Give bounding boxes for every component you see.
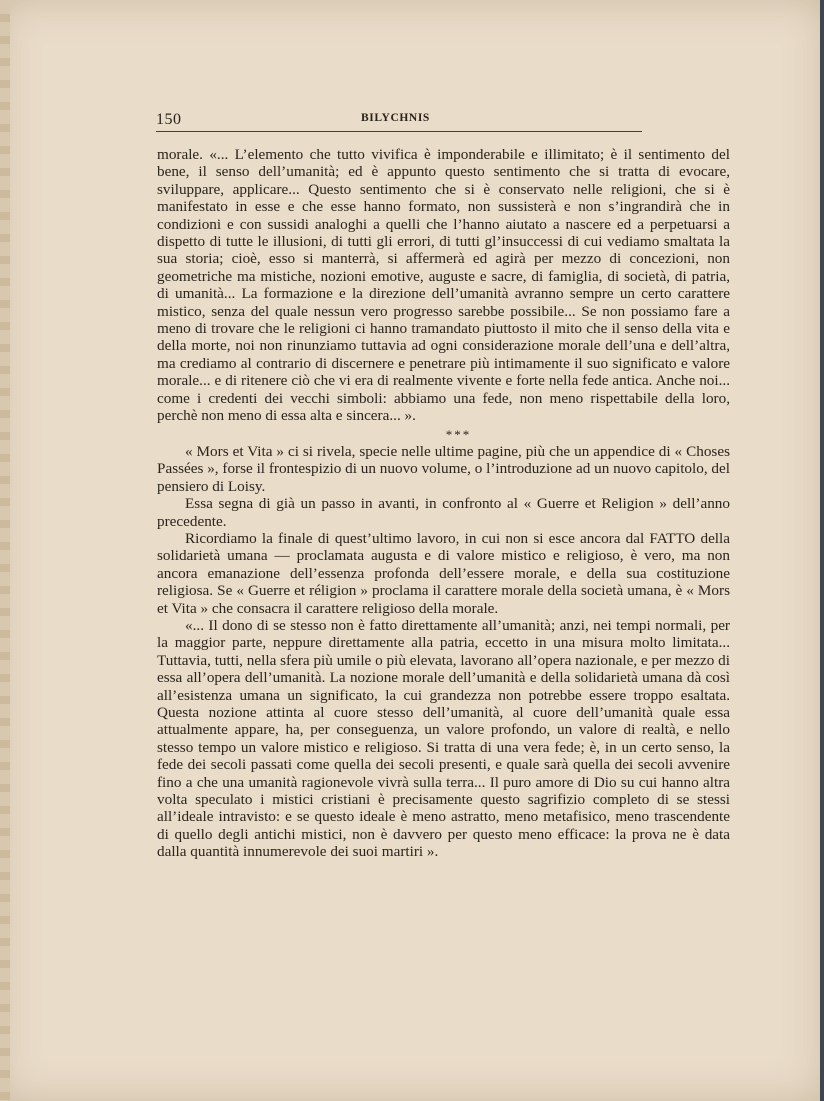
page-number: 150 xyxy=(156,111,182,128)
running-head: BILYCHNIS xyxy=(361,112,430,124)
paragraph: morale. «... L’elemento che tutto vivifica è imponderabile e illimitato; è il sentimento del bene, il senso dell’umanità; ed è appunto questo sentimento che si tratta di evocare, sviluppare, applicare... Questo sentimento che si è conservato nelle religioni, che si è manifestato in esse e che esse hanno formato, non sussisterà e non s’ingrandirà che in condizioni e con sussidi analoghi a quelli che l’hanno aiutato a nascere ed a perpetuarsi a dispetto di tutte le illusioni, di tutti gli errori, di tutti gl’insuccessi di cui vediamo smaltata la sua storia; cioè, esso si manterrà, si affermerà ed agirà per mezzo di concezioni, non geometriche ma mistiche, nozioni emotive, auguste e sacre, di famiglia, di società, di patria, di umanità... La formazione e la direzione dell’umanità avranno sempre un certo carattere mistico, senza del quale nessun vero progresso sarebbe possibile... Se non possiamo fare a meno di trovare che le religioni ci hanno tramandato piuttosto il mito che il senso della vita e della morte, noi non rinunziamo tuttavia ad ogni considerazione morale dell’una e dell’altra, ma crediamo al contrario di discernere e penetrare più intimamente il suo significato e valore morale... e di ritenere ciò che vi era di realmente vivente e forte nella fede antica. Anche noi... come i credenti dei vecchi simboli: abbiamo una fede, non meno rispettabile della loro, perchè non meno di essa alta e sincera... ». xyxy=(157,146,730,425)
paragraph: Ricordiamo la finale di quest’ultimo lavoro, in cui non si esce ancora dal FATTO della solidarietà umana — proclamata augusta e di valore mistico e religioso, è vero, ma non ancora emanazione dell’essenza profonda dell’essere morale, e della sua costituzione religiosa. Se « Guerre et réligion » proclama il carattere morale della società umana, è « Mors et Vita » che consacra il carattere religioso della morale. xyxy=(157,529,730,617)
scan-background-edge xyxy=(820,0,824,1101)
paragraph: « Mors et Vita » ci si rivela, specie nelle ultime pagine, più che un appendice di « Choses Passées », forse il frontespizio di un nuovo volume, o l’introduzione ad un nuovo capitolo, del pensiero di Loisy. xyxy=(157,442,730,495)
paragraph: «... Il dono di se stesso non è fatto direttamente all’umanità; anzi, nei tempi normali, per la maggior parte, neppure direttamente alla patria, eccetto in una misura molto limitata... Tuttavia, tutti, nella sfera più umile o più elevata, lavorano all’opera nazionale, e per mezzo di essa all’opera dell’umanità. La nozione morale dell’umanità e della solidarietà umana dà così all’esistenza umana un significato, la cui grandezza non potrebbe essere troppo esaltata. Questa nozione attinta al cuore stesso dell’umanità, al cuore dell’umanità quale essa attualmente appare, ha, per conseguenza, un valore profondo, un valore di realtà, e nello stesso tempo un valore mistico e religioso. Si tratta di una vera fede; è, in un certo senso, la fede dei secoli passati come quella dei secoli presenti, e quale sarà quella dei secoli avvenire fino a che una umanità ragionevole vivrà sulla terra... Il puro amore di Dio su cui hanno altra volta speculato i mistici cristiani è precisamente questo sagrifizio completo di se stessi all’ideale intravisto: e se questo ideale è meno astratto, meno metafisico, meno trascendente di quello degli antichi mistici, non è davvero per questo meno efficace: la prova ne è data dalla quantità innumerevole dei suoi martiri ». xyxy=(157,616,730,861)
page-header xyxy=(156,111,642,131)
section-separator: *** xyxy=(445,426,472,442)
paragraph: Essa segna di già un passo in avanti, in confronto al « Guerre et Religion » dell’anno precedente. xyxy=(157,495,730,530)
page-binding-edge xyxy=(0,0,10,1101)
header-rule xyxy=(156,131,642,132)
body-text xyxy=(157,146,730,861)
